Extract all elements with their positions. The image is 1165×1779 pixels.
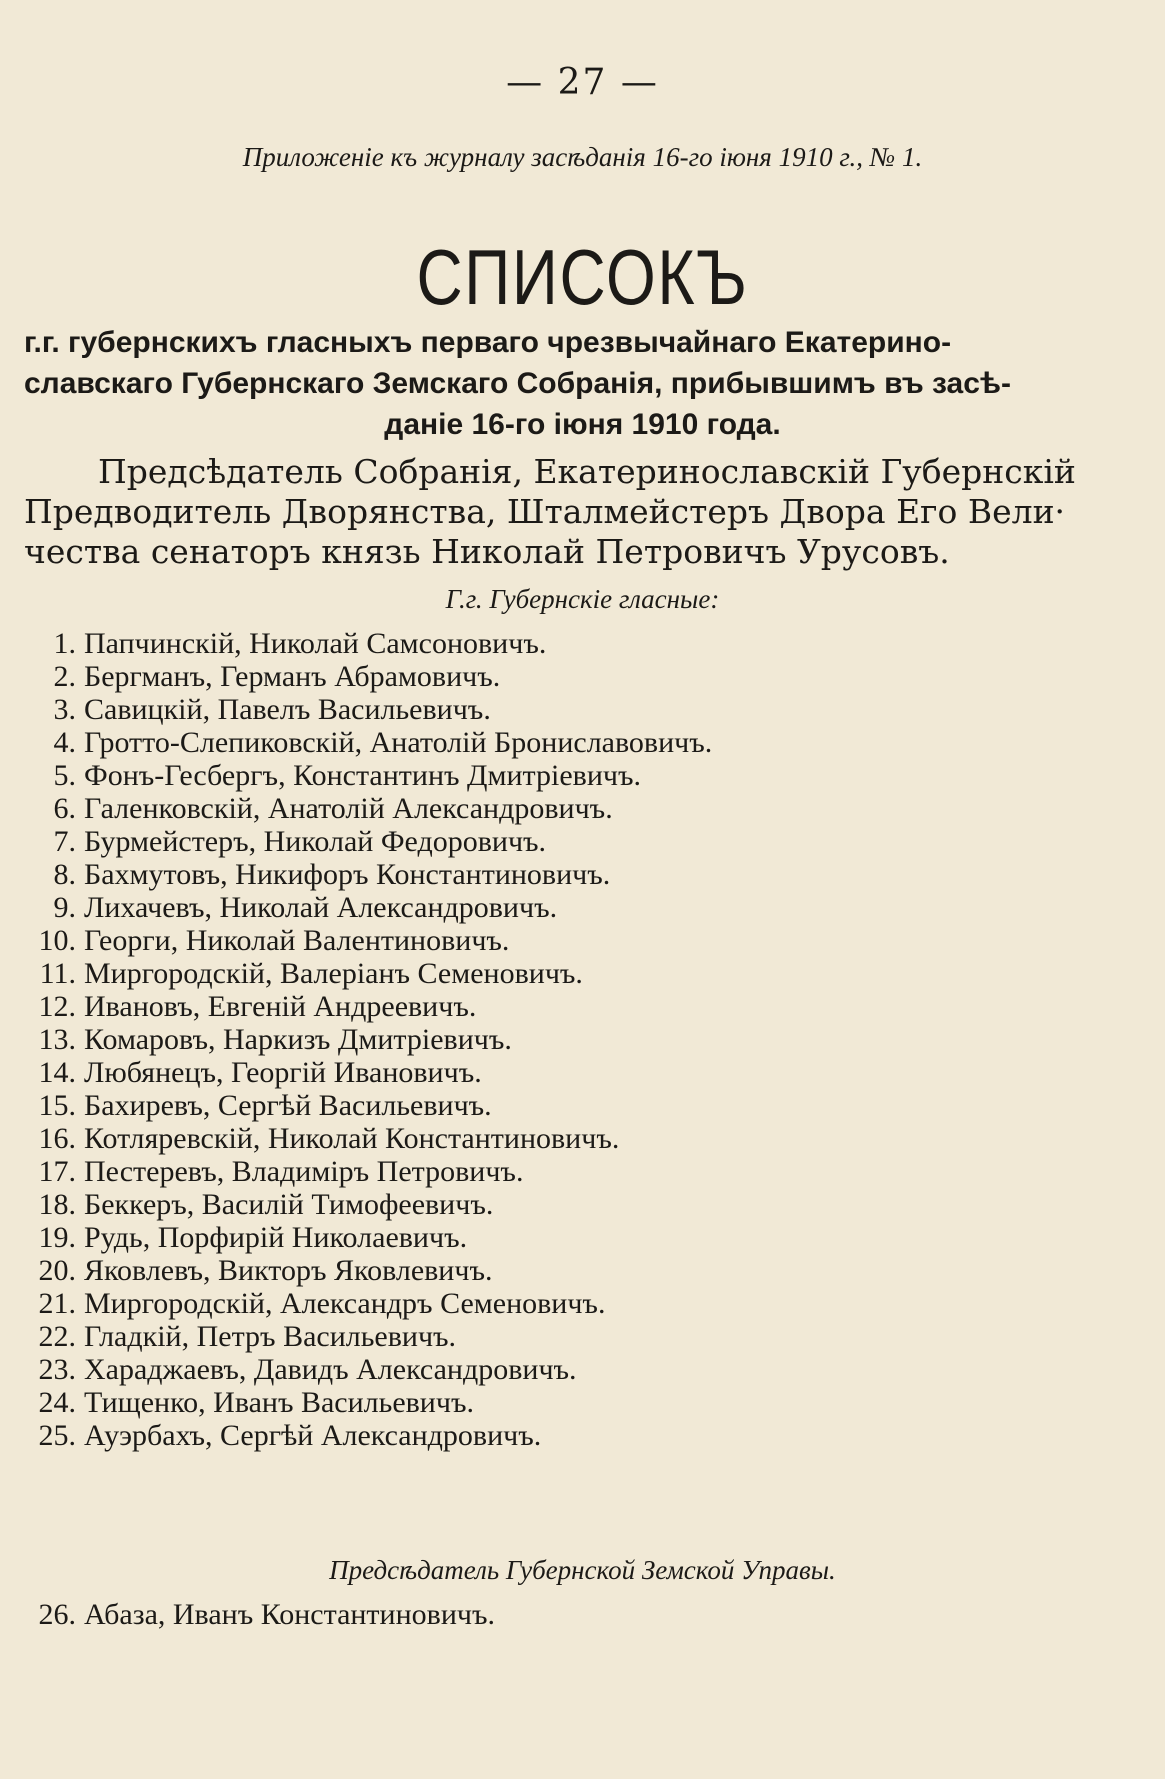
list-item-name: Абаза, Иванъ Константиновичъ. bbox=[84, 1598, 495, 1631]
list-item bbox=[0, 1089, 1165, 1122]
list-item-number: 19. bbox=[38, 1221, 76, 1254]
list-item-number: 25. bbox=[38, 1419, 76, 1452]
list-item bbox=[0, 957, 1165, 990]
page-title: СПИСОКЪ bbox=[416, 233, 749, 321]
list-item-number: 9. bbox=[53, 891, 76, 924]
list-item-name: Рудь, Порфирій Николаевичъ. bbox=[84, 1221, 468, 1254]
list-item-name: Ивановъ, Евгеній Андреевичъ. bbox=[84, 990, 477, 1023]
list-item bbox=[0, 858, 1165, 891]
list-item-number: 24. bbox=[38, 1386, 76, 1419]
list-item-name: Гладкій, Петръ Васильевичъ. bbox=[84, 1320, 457, 1353]
list-item-number: 6. bbox=[53, 792, 76, 825]
list-item-number: 7. bbox=[53, 825, 76, 858]
list-item bbox=[0, 1287, 1165, 1320]
list-item-name: Георги, Николай Валентиновичъ. bbox=[84, 924, 510, 957]
list-item-name: Миргородскій, Валеріанъ Семеновичъ. bbox=[84, 957, 583, 990]
list-item-number: 20. bbox=[38, 1254, 76, 1287]
list-item bbox=[0, 825, 1165, 858]
list-item-name: Бахмутовъ, Никифоръ Константиновичъ. bbox=[84, 858, 611, 891]
list-item-name: Гротто-Слепиковскій, Анатолій Брониславовичъ. bbox=[84, 726, 713, 759]
list-item-name: Хараджаевъ, Давидъ Александровичъ. bbox=[84, 1353, 577, 1386]
subtitle-line: даніе 16-го іюня 1910 года. bbox=[384, 408, 781, 441]
list-item-name: Тищенко, Иванъ Васильевичъ. bbox=[84, 1386, 474, 1419]
list-item bbox=[0, 1386, 1165, 1419]
list-item-name: Савицкій, Павелъ Васильевичъ. bbox=[84, 693, 491, 726]
subtitle bbox=[24, 322, 1141, 445]
list-item bbox=[0, 1188, 1165, 1221]
list-item bbox=[0, 1056, 1165, 1089]
members-list bbox=[0, 627, 1165, 1452]
list-item-number: 26. bbox=[38, 1598, 76, 1631]
list-item-name: Лихачевъ, Николай Александровичъ. bbox=[84, 891, 558, 924]
list-item bbox=[0, 1320, 1165, 1353]
list-item bbox=[0, 1221, 1165, 1254]
list-item bbox=[0, 1598, 1165, 1631]
list-item bbox=[0, 891, 1165, 924]
list-item bbox=[0, 693, 1165, 726]
list-item-number: 8. bbox=[53, 858, 76, 891]
chairman-line: Предводитель Дворянства, Шталмейстеръ Двора Его Вели· bbox=[24, 492, 1066, 531]
list-item-name: Котляревскій, Николай Константиновичъ. bbox=[84, 1122, 620, 1155]
section-heading-members: Г.г. Губернскіе гласные: bbox=[445, 584, 720, 614]
list-item bbox=[0, 627, 1165, 660]
list-item-number: 1. bbox=[53, 627, 76, 660]
list-item-number: 16. bbox=[38, 1122, 76, 1155]
page-number: — 27 — bbox=[506, 62, 659, 103]
list-item bbox=[0, 990, 1165, 1023]
list-item-number: 14. bbox=[38, 1056, 76, 1089]
list-item-name: Комаровъ, Наркизъ Дмитріевичъ. bbox=[84, 1023, 512, 1056]
list-item-number: 15. bbox=[38, 1089, 76, 1122]
list-item bbox=[0, 1254, 1165, 1287]
list-item bbox=[0, 1155, 1165, 1188]
subtitle-line: славскаго Губернскаго Земскаго Собранія, прибывшимъ въ засѣ- bbox=[24, 367, 1011, 400]
list-item-name: Бурмейстеръ, Николай Федоровичъ. bbox=[84, 825, 547, 858]
list-item-name: Миргородскій, Александръ Семеновичъ. bbox=[84, 1287, 606, 1320]
subtitle-line: г.г. губернскихъ гласныхъ перваго чрезвычайнаго Екатерино- bbox=[24, 326, 952, 359]
list-item-name: Бахиревъ, Сергѣй Васильевичъ. bbox=[84, 1089, 492, 1122]
list-item bbox=[0, 660, 1165, 693]
list-item-number: 22. bbox=[38, 1320, 76, 1353]
list-item-number: 3. bbox=[53, 693, 76, 726]
list-item bbox=[0, 1353, 1165, 1386]
list-item-name: Беккеръ, Василій Тимофеевичъ. bbox=[84, 1188, 494, 1221]
list-item bbox=[0, 759, 1165, 792]
list-item bbox=[0, 792, 1165, 825]
list-item-number: 18. bbox=[38, 1188, 76, 1221]
list-item-name: Галенковскій, Анатолій Александровичъ. bbox=[84, 792, 613, 825]
list-item bbox=[0, 1419, 1165, 1452]
list-item bbox=[0, 726, 1165, 759]
list-item-name: Бергманъ, Германъ Абрамовичъ. bbox=[84, 660, 501, 693]
chairman-line: чества сенаторъ князь Николай Петровичъ Урусовъ. bbox=[24, 532, 950, 571]
list-item-name: Пестеревъ, Владиміръ Петровичъ. bbox=[84, 1155, 524, 1188]
list-item-number: 5. bbox=[53, 759, 76, 792]
list-item-number: 23. bbox=[38, 1353, 76, 1386]
list-item-name: Яковлевъ, Викторъ Яковлевичъ. bbox=[84, 1254, 493, 1287]
chairman-paragraph bbox=[24, 452, 1141, 572]
list-item-number: 2. bbox=[53, 660, 76, 693]
list-item-name: Фонъ-Гесбергъ, Константинъ Дмитріевичъ. bbox=[84, 759, 641, 792]
list-item-number: 10. bbox=[38, 924, 76, 957]
list-item-name: Любянецъ, Георгій Ивановичъ. bbox=[84, 1056, 482, 1089]
uprava-list bbox=[0, 1598, 1165, 1631]
list-item-number: 21. bbox=[38, 1287, 76, 1320]
list-item-name: Папчинскій, Николай Самсоновичъ. bbox=[84, 627, 547, 660]
list-item bbox=[0, 1023, 1165, 1056]
section-heading-uprava: Предсѣдатель Губернской Земской Управы. bbox=[329, 1555, 836, 1585]
supplement-note: Приложеніе къ журналу засѣданія 16-го іюня 1910 г., № 1. bbox=[242, 142, 923, 172]
list-item bbox=[0, 1122, 1165, 1155]
list-item-number: 4. bbox=[53, 726, 76, 759]
list-item bbox=[0, 924, 1165, 957]
list-item-number: 11. bbox=[39, 957, 76, 990]
list-item-name: Ауэрбахъ, Сергѣй Александровичъ. bbox=[84, 1419, 542, 1452]
chairman-line: Предсѣдатель Собранія, Екатеринославскій Губернскій bbox=[98, 452, 1076, 491]
list-item-number: 12. bbox=[38, 990, 76, 1023]
list-item-number: 13. bbox=[38, 1023, 76, 1056]
list-item-number: 17. bbox=[38, 1155, 76, 1188]
